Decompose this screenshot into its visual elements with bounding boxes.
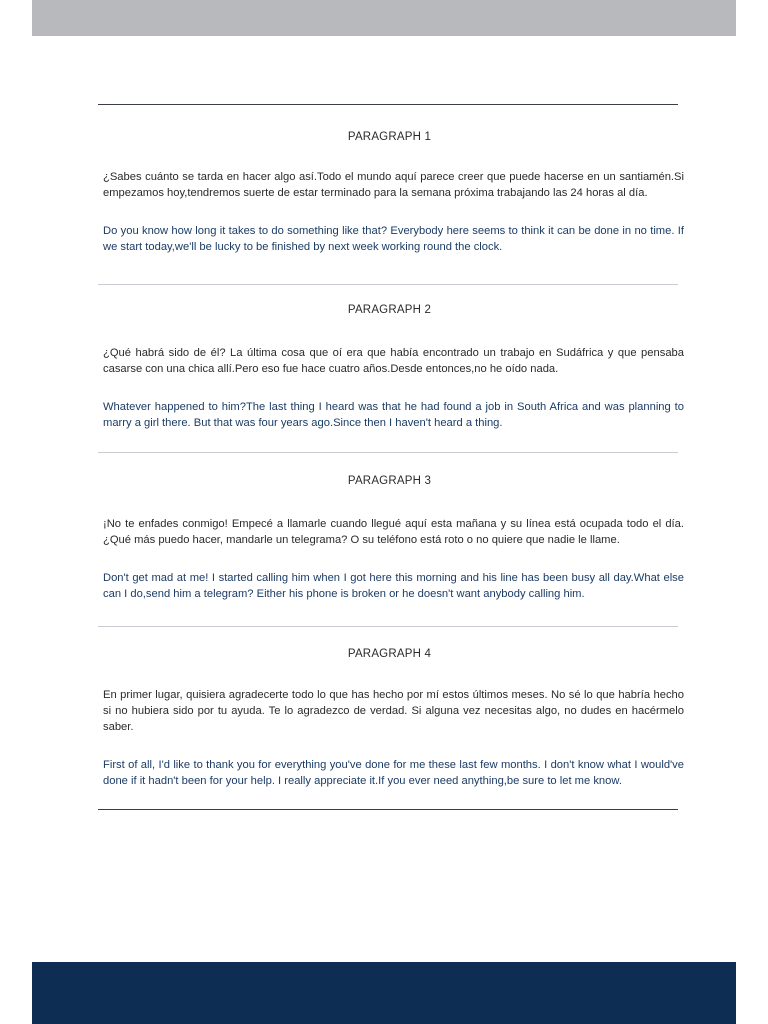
paragraph-section-1 (103, 130, 684, 255)
paragraph-section-3 (103, 474, 684, 602)
spanish-text: ¿Qué habrá sido de él? La última cosa que oí era que había encontrado un trabajo en Sudáfrica y que pensaba casarse con una chica allí.Pero eso fue hace cuatro años.Desde entonces,no he oído nada. (103, 347, 684, 375)
paragraph-section-2 (103, 303, 684, 431)
english-text: Don't get mad at me! I started calling him when I got here this morning and his line has been busy all day.What else can I do,send him a telegram? Either his phone is broken or he doesn't want anybody calling him. (103, 572, 684, 600)
spanish-text: ¡No te enfades conmigo! Empecé a llamarle cuando llegué aquí esta mañana y su línea está ocupada todo el día. ¿Qué más puedo hacer, mandarle un telegrama? O su teléfono está roto o no quiere que nadie le llame. (103, 518, 684, 546)
english-text: Whatever happened to him?The last thing I heard was that he had found a job in South Africa and was planning to marry a girl there. But that was four years ago.Since then I haven't heard a thing. (103, 401, 684, 429)
divider (98, 626, 678, 627)
paragraph-heading: PARAGRAPH 1 (347, 131, 432, 143)
paragraph-section-4 (103, 647, 684, 789)
divider-bottom (98, 809, 678, 810)
spanish-text: ¿Sabes cuánto se tarda en hacer algo así.Todo el mundo aquí parece creer que puede hacerse en un santiamén.Si empezamos hoy,tendremos suerte de estar terminado para la semana próxima trabajando las 24 horas al día. (103, 171, 684, 199)
spanish-text: En primer lugar, quisiera agradecerte todo lo que has hecho por mí estos últimos meses. No sé lo que habría hecho si no hubiera sido por tu ayuda. Te lo agradezco de verdad. Si alguna vez necesitas algo, no dudes en hacérmelo saber. (103, 689, 684, 733)
paragraph-heading: PARAGRAPH 2 (347, 304, 432, 316)
divider (98, 284, 678, 285)
paragraph-heading: PARAGRAPH 3 (347, 475, 432, 487)
divider-top (98, 104, 678, 105)
english-text: Do you know how long it takes to do something like that? Everybody here seems to think it can be done in no time. If we start today,we'll be lucky to be finished by next week working round the clock. (103, 225, 684, 253)
header-bar (32, 0, 736, 36)
paragraph-heading: PARAGRAPH 4 (347, 648, 432, 660)
english-text: First of all, I'd like to thank you for everything you've done for me these last few months. I don't know what I would've done if it hadn't been for your help. I really appreciate it.If you ever need anything,be sure to let me know. (103, 759, 684, 787)
footer-bar (32, 962, 736, 1024)
divider (98, 452, 678, 453)
